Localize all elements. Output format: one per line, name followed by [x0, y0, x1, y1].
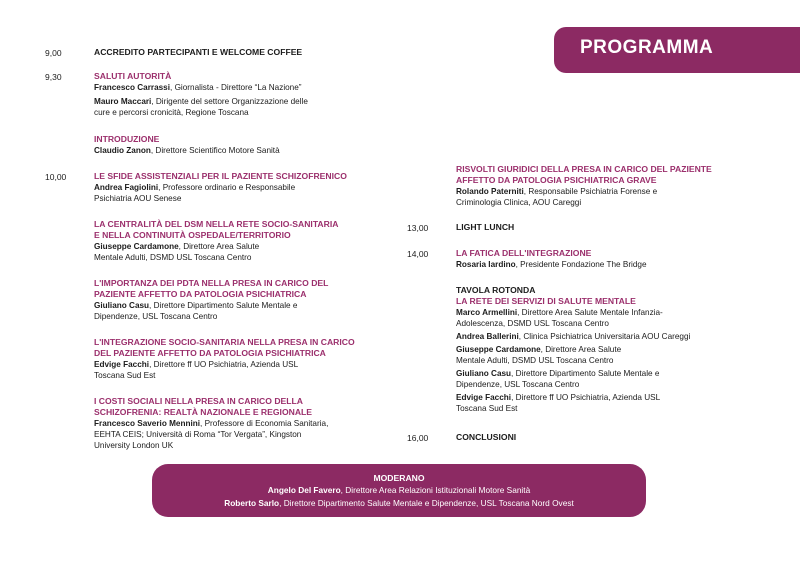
- speaker-role: , Direttore ff UO Psichiatria, Azienda USL: [149, 360, 299, 369]
- speaker-name: Giuseppe Cardamone: [94, 242, 179, 251]
- speaker-name: Giuseppe Cardamone: [456, 345, 541, 354]
- speaker-role: , Dirigente del settore Organizzazione delle: [151, 97, 308, 106]
- session-saluti: [94, 71, 404, 118]
- time-13-00: 13,00: [407, 223, 429, 233]
- speaker-role: , Direttore ff UO Psichiatria, Azienda USL: [511, 393, 661, 402]
- speaker: [94, 418, 404, 429]
- time-9-30: 9,30: [45, 72, 62, 82]
- session-pdta: [94, 278, 404, 322]
- session-title: L'IMPORTANZA DEI PDTA NELLA PRESA IN CARICO DEL: [94, 278, 329, 288]
- session-title: LA CENTRALITÀ DEL DSM NELLA RETE SOCIO-SANITARIA: [94, 219, 339, 229]
- session-introduzione: [94, 134, 404, 156]
- moderator: [152, 497, 646, 510]
- speaker-role-cont: cure e percorsi cronicità, Regione Toscana: [94, 108, 249, 117]
- speaker: [456, 344, 786, 355]
- speaker-name: Francesco Carrassi: [94, 83, 171, 92]
- speaker-role: , Direttore Dipartimento Salute Mentale e: [511, 369, 660, 378]
- session-tavola-rotonda: [456, 285, 786, 414]
- time-10-00: 10,00: [45, 172, 67, 182]
- session-title-light-lunch: LIGHT LUNCH: [456, 222, 515, 232]
- session-title: INTRODUZIONE: [94, 134, 160, 144]
- moderator-name: Roberto Sarlo: [224, 498, 280, 508]
- speaker-role: , Responsabile Psichiatria Forense e: [523, 187, 658, 196]
- session-title-cont: PAZIENTE AFFETTO DA PATOLOGIA PSICHIATRICA: [94, 289, 307, 299]
- speaker-name: Marco Armellini: [456, 308, 518, 317]
- time-16-00: 16,00: [407, 433, 429, 443]
- speaker: [94, 96, 404, 107]
- session-title: L'INTEGRAZIONE SOCIO-SANITARIA NELLA PRESA IN CARICO: [94, 337, 355, 347]
- moderator: [152, 484, 646, 497]
- session-title-cont: DEL PAZIENTE AFFETTO DA PATOLOGIA PSICHIATRICA: [94, 348, 326, 358]
- session-title: RISVOLTI GIURIDICI DELLA PRESA IN CARICO DEL PAZIENTE: [456, 164, 712, 174]
- session-sfide: [94, 171, 404, 204]
- speaker-name: Giuliano Casu: [456, 369, 512, 378]
- speaker-role-cont: Psichiatria AOU Senese: [94, 194, 182, 203]
- speaker-name: Edvige Facchi: [94, 360, 150, 369]
- speaker-name: Claudio Zanon: [94, 146, 151, 155]
- speaker-role-cont: EEHTA CEIS; Università di Roma “Tor Vergata”, Kingston: [94, 430, 302, 439]
- moderator-name: Angelo Del Favero: [267, 485, 341, 495]
- speaker-role: , Presidente Fondazione The Bridge: [515, 260, 647, 269]
- moderator-role: , Direttore Dipartimento Salute Mentale e Dipendenze, USL Toscana Nord Ovest: [279, 498, 574, 508]
- session-fatica-integrazione: [456, 248, 786, 270]
- speaker-role-cont: Mentale Adulti, DSMD USL Toscana Centro: [456, 356, 614, 365]
- speaker: [94, 145, 404, 156]
- speaker: [94, 300, 404, 311]
- session-title-accredito: ACCREDITO PARTECIPANTI E WELCOME COFFEE: [94, 47, 303, 57]
- session-centralita-dsm: [94, 219, 404, 263]
- speaker-role: , Giornalista - Direttore “La Nazione”: [170, 83, 302, 92]
- programma-banner: [554, 27, 800, 73]
- speaker-name: Mauro Maccari: [94, 97, 152, 106]
- speaker-role: , Direttore Area Salute: [540, 345, 622, 354]
- speaker-role: , Direttore Dipartimento Salute Mentale e: [149, 301, 298, 310]
- speaker-role: , Direttore Area Salute Mentale Infanzia-: [517, 308, 663, 317]
- speaker: [456, 392, 786, 403]
- speaker-name: Giuliano Casu: [94, 301, 150, 310]
- speaker-name: Francesco Saverio Mennini: [94, 419, 201, 428]
- speaker-role-cont: Dipendenze, USL Toscana Centro: [94, 312, 218, 321]
- speaker-role-cont: University London UK: [94, 441, 174, 450]
- speaker-role: , Clinica Psichiatrica Universitaria AOU Careggi: [518, 332, 691, 341]
- speaker-role-cont: Dipendenze, USL Toscana Centro: [456, 380, 580, 389]
- session-title: LA RETE DEI SERVIZI DI SALUTE MENTALE: [456, 296, 636, 306]
- speaker-name: Rosaria Iardino: [456, 260, 516, 269]
- moderator-role: , Direttore Area Relazioni Istituzionali Motore Sanità: [340, 485, 531, 495]
- speaker-role-cont: Toscana Sud Est: [94, 371, 156, 380]
- speaker-role-cont: Adolescenza, DSMD USL Toscana Centro: [456, 319, 609, 328]
- speaker: [94, 82, 404, 93]
- time-14-00: 14,00: [407, 249, 429, 259]
- page-title: PROGRAMMA: [580, 37, 714, 58]
- session-integrazione: [94, 337, 404, 381]
- session-title: LA FATICA DELL'INTEGRAZIONE: [456, 248, 592, 258]
- time-9-00: 9,00: [45, 48, 62, 58]
- speaker-name: Andrea Ballerini: [456, 332, 519, 341]
- speaker-role-cont: Toscana Sud Est: [456, 404, 518, 413]
- speaker: [456, 186, 786, 197]
- speaker-role-cont: Criminologia Clinica, AOU Careggi: [456, 198, 582, 207]
- speaker: [456, 307, 786, 318]
- speaker-role-cont: Mentale Adulti, DSMD USL Toscana Centro: [94, 253, 252, 262]
- session-title: I COSTI SOCIALI NELLA PRESA IN CARICO DELLA: [94, 396, 303, 406]
- session-title: SALUTI AUTORITÀ: [94, 71, 172, 81]
- speaker-role: , Direttore Area Salute: [178, 242, 260, 251]
- speaker: [456, 368, 786, 379]
- speaker-name: Rolando Paterniti: [456, 187, 524, 196]
- speaker: [94, 359, 404, 370]
- session-costi-sociali: [94, 396, 404, 451]
- speaker: [94, 182, 404, 193]
- session-title-conclusioni: CONCLUSIONI: [456, 432, 517, 442]
- speaker-role: , Professore di Economia Sanitaria,: [200, 419, 329, 428]
- speaker: [94, 241, 404, 252]
- speaker: [456, 259, 786, 270]
- speaker-role: , Professore ordinario e Responsabile: [158, 183, 296, 192]
- speaker-role: , Direttore Scientifico Motore Sanità: [150, 146, 280, 155]
- session-title: LE SFIDE ASSISTENZIALI PER IL PAZIENTE SCHIZOFRENICO: [94, 171, 347, 181]
- session-risvolti-giuridici: [456, 164, 786, 208]
- session-title-cont: AFFETTO DA PATOLOGIA PSICHIATRICA GRAVE: [456, 175, 657, 185]
- speaker: [456, 331, 786, 342]
- session-label: TAVOLA ROTONDA: [456, 285, 536, 295]
- moderators-box: [152, 464, 646, 517]
- session-title-cont: E NELLA CONTINUITÀ OSPEDALE/TERRITORIO: [94, 230, 291, 240]
- moderators-title: MODERANO: [373, 473, 425, 483]
- speaker-name: Edvige Facchi: [456, 393, 512, 402]
- session-title-cont: SCHIZOFRENIA: REALTÀ NAZIONALE E REGIONALE: [94, 407, 313, 417]
- speaker-name: Andrea Fagiolini: [94, 183, 159, 192]
